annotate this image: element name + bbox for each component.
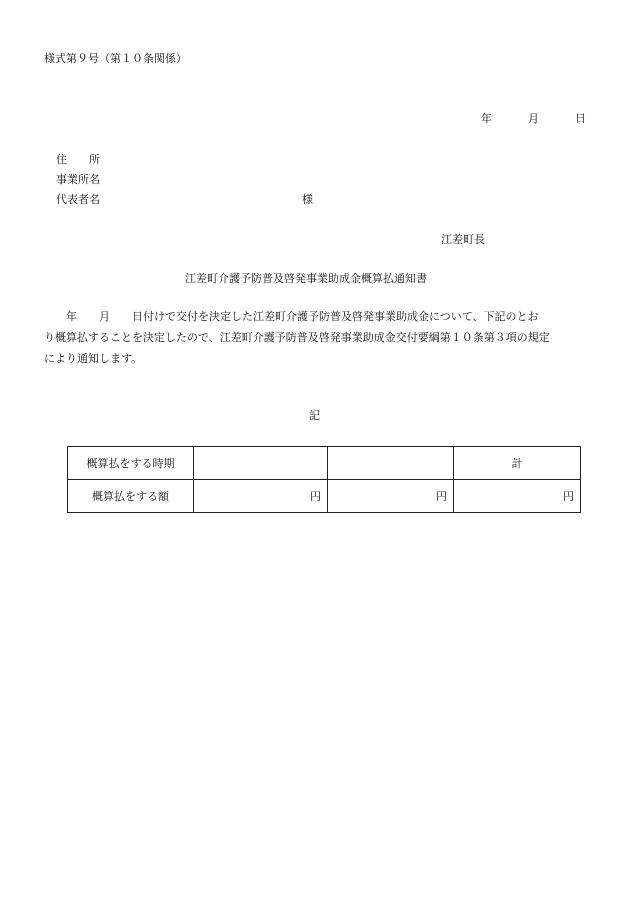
office-name-label: 事業所名: [56, 173, 100, 186]
honorific-sama: 様: [302, 193, 313, 206]
table-row: [68, 447, 581, 480]
date-month-label: 月: [528, 112, 539, 125]
amount-yen-2[interactable]: 円: [328, 480, 454, 513]
payment-period-cell-1[interactable]: [194, 447, 328, 480]
date-day-label: 日: [575, 112, 586, 125]
address-label: 住 所: [56, 153, 100, 166]
form-number: 様式第９号（第１０条関係）: [44, 52, 187, 65]
date-year-label: 年: [481, 112, 492, 125]
payment-amount-label: 概算払をする額: [68, 480, 194, 513]
total-header: 計: [454, 447, 581, 480]
payment-table: [67, 446, 581, 513]
body-line: り概算払することを決定したので、江差町介護予防普及啓発事業助成金交付要綱第１０条第３項の規定: [44, 331, 550, 344]
amount-yen-total[interactable]: 円: [454, 480, 581, 513]
body-line: 年 月 日付けで交付を決定した江差町介護予防普及啓発事業助成金について、下記のとお: [44, 310, 539, 323]
issuer-name: 江差町長: [441, 233, 485, 246]
body-paragraph: [44, 306, 590, 369]
document-title: 江差町介護予防普及啓発事業助成金概算払通知書: [185, 272, 427, 285]
amount-yen-1[interactable]: 円: [194, 480, 328, 513]
ki-heading: 記: [309, 409, 320, 422]
table-row: [68, 480, 581, 513]
body-line: により通知します。: [44, 352, 143, 365]
representative-label: 代表者名: [56, 193, 100, 206]
payment-period-label: 概算払をする時期: [68, 447, 194, 480]
payment-period-cell-2[interactable]: [328, 447, 454, 480]
